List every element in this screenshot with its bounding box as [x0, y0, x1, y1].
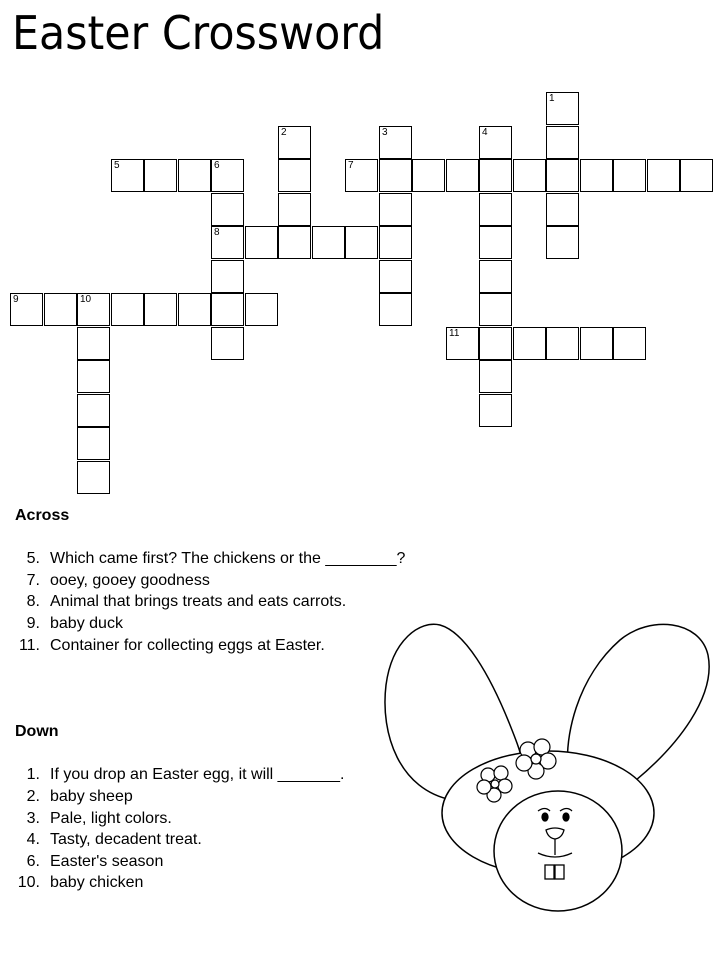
- clue-text: ooey, gooey goodness: [50, 572, 210, 589]
- crossword-cell[interactable]: [546, 126, 579, 159]
- crossword-cell[interactable]: [211, 193, 244, 226]
- crossword-cell[interactable]: [546, 327, 579, 360]
- crossword-cell[interactable]: [111, 293, 144, 326]
- crossword-cell[interactable]: [379, 159, 412, 192]
- crossword-cell[interactable]: [613, 327, 646, 360]
- cell-number: 9: [13, 294, 19, 305]
- across-clue: [0, 592, 346, 612]
- crossword-cell[interactable]: [479, 360, 512, 393]
- crossword-cell[interactable]: [479, 293, 512, 326]
- crossword-cell[interactable]: [546, 92, 579, 125]
- crossword-cell[interactable]: [479, 193, 512, 226]
- crossword-cell[interactable]: [77, 360, 110, 393]
- cell-number: 2: [281, 127, 287, 138]
- crossword-cell[interactable]: [379, 126, 412, 159]
- crossword-cell[interactable]: [680, 159, 713, 192]
- crossword-cell[interactable]: [144, 159, 177, 192]
- clue-text: Container for collecting eggs at Easter.: [50, 637, 325, 654]
- crossword-cell[interactable]: [412, 159, 445, 192]
- crossword-cell[interactable]: [513, 327, 546, 360]
- crossword-cell[interactable]: [546, 159, 579, 192]
- clue-text: baby chicken: [50, 874, 144, 891]
- clue-text: Which came first? The chickens or the ________?: [50, 550, 406, 567]
- cell-number: 4: [482, 127, 488, 138]
- crossword-cell[interactable]: [379, 226, 412, 259]
- crossword-cell[interactable]: [580, 159, 613, 192]
- across-clue: [0, 614, 123, 634]
- clue-number: 2.: [26, 788, 40, 805]
- page-title: Easter Crossword: [12, 6, 385, 60]
- clue-number: 3.: [26, 810, 40, 827]
- crossword-cell[interactable]: [379, 293, 412, 326]
- crossword-cell[interactable]: [647, 159, 680, 192]
- across-heading: Across: [15, 507, 70, 524]
- clue-number: 8.: [26, 593, 40, 610]
- clue-number: 7.: [26, 572, 40, 589]
- cell-number: 7: [348, 160, 354, 171]
- cell-number: 1: [549, 93, 555, 104]
- crossword-cell[interactable]: [278, 226, 311, 259]
- clue-number: 4.: [26, 831, 40, 848]
- crossword-cell[interactable]: [446, 327, 479, 360]
- crossword-cell[interactable]: [111, 159, 144, 192]
- crossword-cell[interactable]: [479, 226, 512, 259]
- crossword-cell[interactable]: [245, 293, 278, 326]
- down-clue: [0, 809, 172, 829]
- across-clue: [0, 549, 405, 569]
- crossword-cell[interactable]: [479, 126, 512, 159]
- crossword-cell[interactable]: [77, 427, 110, 460]
- crossword-cell[interactable]: [178, 159, 211, 192]
- crossword-cell[interactable]: [245, 226, 278, 259]
- down-heading: Down: [15, 723, 59, 740]
- crossword-cell[interactable]: [312, 226, 345, 259]
- crossword-cell[interactable]: [379, 193, 412, 226]
- crossword-cell[interactable]: [546, 226, 579, 259]
- crossword-cell[interactable]: [546, 193, 579, 226]
- clue-text: Animal that brings treats and eats carrots.: [50, 593, 347, 610]
- crossword-cell[interactable]: [479, 260, 512, 293]
- crossword-cell[interactable]: [479, 394, 512, 427]
- down-clue: [0, 787, 133, 807]
- crossword-cell[interactable]: [144, 293, 177, 326]
- clue-text: Easter's season: [50, 853, 164, 870]
- crossword-cell[interactable]: [44, 293, 77, 326]
- crossword-cell[interactable]: [479, 327, 512, 360]
- crossword-cell[interactable]: [278, 193, 311, 226]
- crossword-cell[interactable]: [580, 327, 613, 360]
- across-clue: [0, 636, 325, 656]
- bunny-illustration: [380, 615, 718, 915]
- cell-number: 5: [114, 160, 120, 171]
- crossword-cell[interactable]: [77, 293, 110, 326]
- bunny-muzzle: [494, 791, 622, 911]
- crossword-cell[interactable]: [446, 159, 479, 192]
- clue-text: Pale, light colors.: [50, 810, 172, 827]
- clue-number: 5.: [26, 550, 40, 567]
- crossword-cell[interactable]: [613, 159, 646, 192]
- crossword-grid: [0, 0, 718, 470]
- crossword-cell[interactable]: [10, 293, 43, 326]
- cell-number: 8: [214, 227, 220, 238]
- crossword-cell[interactable]: [77, 394, 110, 427]
- clue-number: 10.: [17, 874, 40, 891]
- crossword-cell[interactable]: [278, 126, 311, 159]
- clue-number: 6.: [26, 853, 40, 870]
- crossword-cell[interactable]: [77, 461, 110, 494]
- crossword-cell[interactable]: [345, 226, 378, 259]
- clue-text: baby duck: [50, 615, 123, 632]
- crossword-cell[interactable]: [278, 159, 311, 192]
- down-clue: [0, 873, 143, 893]
- crossword-cell[interactable]: [77, 327, 110, 360]
- crossword-cell[interactable]: [211, 159, 244, 192]
- cell-number: 6: [214, 160, 220, 171]
- crossword-cell[interactable]: [211, 226, 244, 259]
- clue-text: Tasty, decadent treat.: [50, 831, 202, 848]
- crossword-cell[interactable]: [513, 159, 546, 192]
- down-clue: [0, 830, 202, 850]
- crossword-cell[interactable]: [379, 260, 412, 293]
- clue-text: If you drop an Easter egg, it will _______.: [50, 766, 345, 783]
- crossword-cell[interactable]: [211, 327, 244, 360]
- crossword-cell[interactable]: [345, 159, 378, 192]
- crossword-cell[interactable]: [211, 293, 244, 326]
- crossword-cell[interactable]: [479, 159, 512, 192]
- crossword-cell[interactable]: [211, 260, 244, 293]
- clue-number: 9.: [26, 615, 40, 632]
- clue-text: baby sheep: [50, 788, 133, 805]
- clue-number: 11.: [18, 637, 40, 654]
- down-clue: [0, 765, 344, 785]
- clue-number: 1.: [26, 766, 40, 783]
- cell-number: 3: [382, 127, 388, 138]
- crossword-cell[interactable]: [178, 293, 211, 326]
- cell-number: 11: [449, 328, 460, 339]
- cell-number: 10: [80, 294, 92, 305]
- down-clue: [0, 852, 163, 872]
- across-clue: [0, 571, 210, 591]
